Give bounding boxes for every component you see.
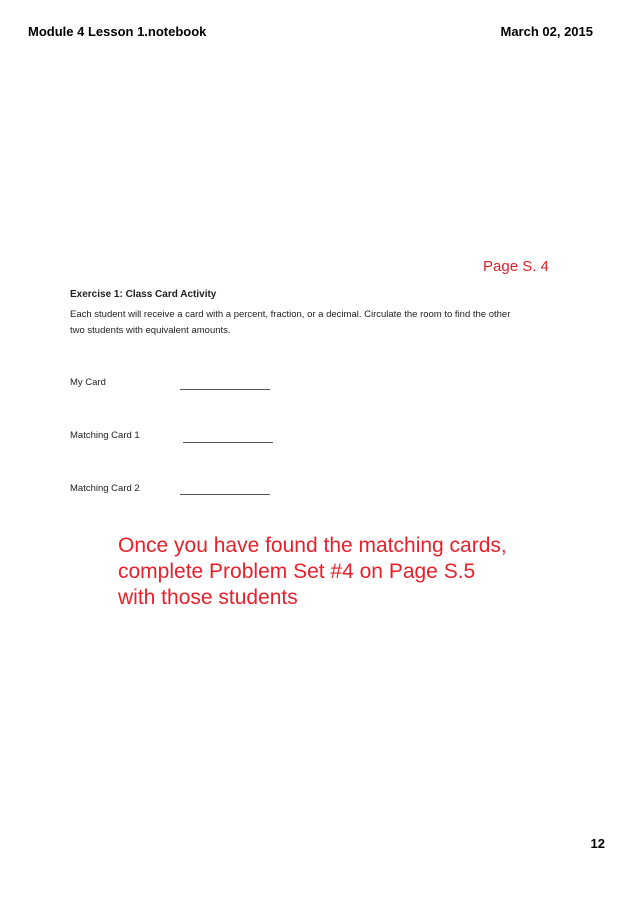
document-date: March 02, 2015 bbox=[500, 24, 593, 39]
page-number: 12 bbox=[590, 836, 605, 851]
document-title: Module 4 Lesson 1.notebook bbox=[28, 24, 207, 39]
note-line-2: complete Problem Set #4 on Page S.5 bbox=[118, 560, 476, 583]
page-reference-annotation: Page S. 4 bbox=[483, 258, 549, 275]
exercise-instruction-line-2: two students with equivalent amounts. bbox=[70, 325, 231, 336]
matching-card-2-answer-line bbox=[180, 494, 270, 495]
matching-card-1-answer-line bbox=[183, 442, 273, 443]
note-line-3: with those students bbox=[118, 586, 298, 609]
matching-card-1-label: Matching Card 1 bbox=[70, 430, 140, 441]
exercise-block bbox=[70, 289, 590, 339]
exercise-instruction-line-1: Each student will receive a card with a percent, fraction, or a decimal. Circulate the room to find the other bbox=[70, 309, 511, 320]
note-line-1: Once you have found the matching cards, bbox=[118, 534, 507, 557]
handwritten-note bbox=[118, 533, 588, 611]
matching-card-2-label: Matching Card 2 bbox=[70, 483, 140, 494]
my-card-answer-line bbox=[180, 389, 270, 390]
exercise-title: Exercise 1: Class Card Activity bbox=[70, 289, 217, 300]
my-card-label: My Card bbox=[70, 377, 106, 388]
